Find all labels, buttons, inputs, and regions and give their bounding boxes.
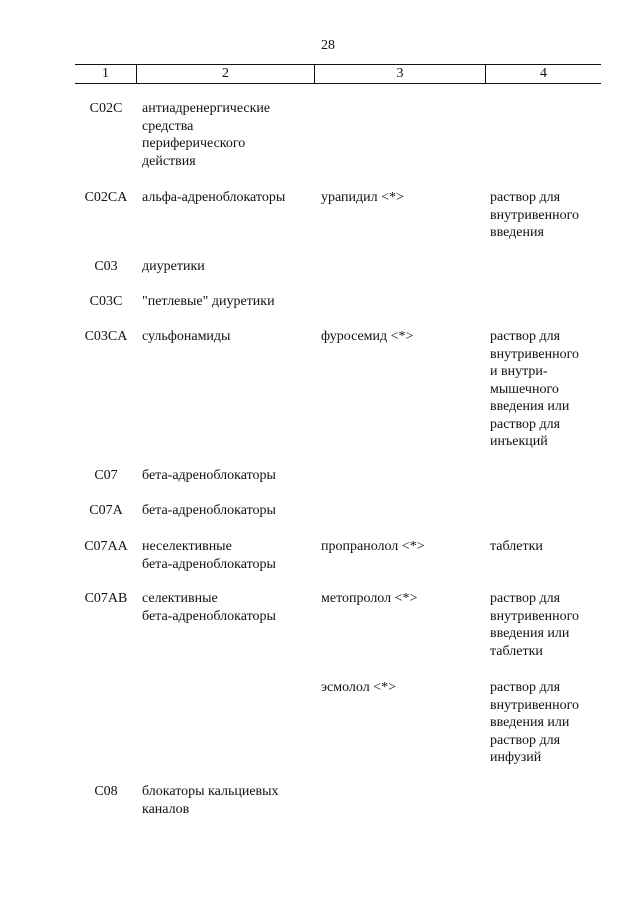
- atc-code: C08: [94, 784, 118, 799]
- atc-code: C07: [94, 468, 118, 483]
- group-name: диуретики: [142, 259, 205, 274]
- dosage-form: раствор для внутривенного введения: [490, 190, 580, 240]
- atc-code: C07AB: [84, 591, 128, 606]
- header-col-2: 2: [137, 65, 315, 83]
- atc-code: C03: [94, 259, 118, 274]
- dosage-form: раствор для внутривенного и внутри- мышечного введения или раствор для инъекций: [490, 329, 580, 449]
- drug-name: урапидил <*>: [321, 190, 404, 205]
- group-name: сульфонамиды: [142, 329, 231, 344]
- atc-code: C03C: [89, 294, 123, 309]
- group-name: блокаторы кальциевых каналов: [142, 784, 279, 817]
- drug-name: эсмолол <*>: [321, 680, 396, 695]
- atc-code: C03CA: [84, 329, 128, 344]
- table-header: [75, 64, 601, 84]
- dosage-form: таблетки: [490, 539, 543, 554]
- drug-name: метопролол <*>: [321, 591, 418, 606]
- atc-code: C02CA: [84, 190, 128, 205]
- dosage-form: раствор для внутривенного введения или раствор для инфузий: [490, 680, 580, 765]
- page-number: 28: [321, 38, 335, 53]
- group-name: альфа-адреноблокаторы: [142, 190, 286, 205]
- group-name: селективные бета-адреноблокаторы: [142, 591, 276, 624]
- dosage-form: раствор для внутривенного введения или таблетки: [490, 591, 580, 659]
- group-name: бета-адреноблокаторы: [142, 503, 276, 518]
- group-name: "петлевые" диуретики: [142, 294, 275, 309]
- atc-code: C07A: [89, 503, 123, 518]
- atc-code: C07AA: [84, 539, 128, 554]
- group-name: неселективные бета-адреноблокаторы: [142, 539, 276, 572]
- header-col-3: 3: [315, 65, 486, 83]
- group-name: антиадренергические средства периферического действия: [142, 101, 271, 169]
- atc-code: C02C: [89, 101, 123, 116]
- header-col-4: 4: [540, 66, 547, 81]
- header-col-1: 1: [75, 65, 137, 83]
- group-name: бета-адреноблокаторы: [142, 468, 276, 483]
- drug-name: пропранолол <*>: [321, 539, 425, 554]
- drug-name: фуросемид <*>: [321, 329, 414, 344]
